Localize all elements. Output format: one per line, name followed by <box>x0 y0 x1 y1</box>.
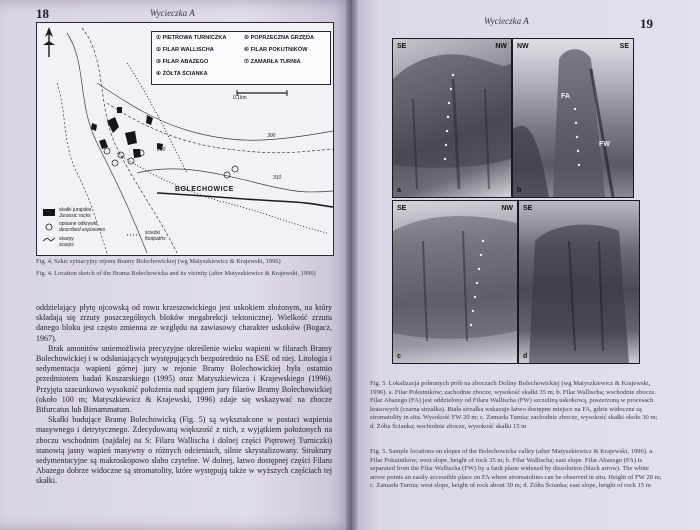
photo-d-id: d <box>523 353 528 360</box>
key-exposures: opisane odkrywki described exposures <box>59 221 106 233</box>
legend-item-6: ⑥ FILAR POKUTNIKÓW <box>244 47 308 53</box>
photo-a <box>392 38 512 198</box>
key-scarps: skarpy scarps <box>59 236 74 248</box>
north-arrow-icon <box>43 27 55 57</box>
legend-item-2: ② FILAR WALLISCHA <box>156 47 214 53</box>
scarp-key-icon <box>43 238 55 241</box>
page-number-right: 19 <box>640 16 653 31</box>
key-rocks: skałki jurajskie Jurassic rocks <box>59 207 92 219</box>
map-legend-box <box>151 31 331 85</box>
page-number-left: 18 <box>36 6 49 21</box>
photo-b-id: b <box>517 187 522 194</box>
photo-c <box>392 200 518 364</box>
photo-a-dir-left: SE <box>397 43 407 50</box>
photo-c-dir-right: NW <box>501 205 513 212</box>
photo-c-dir-left: SE <box>397 205 407 212</box>
photo-d <box>518 200 640 364</box>
photo-b-dir-right: SE <box>619 43 629 50</box>
rock-key-icon <box>43 209 55 216</box>
location-map <box>36 22 334 256</box>
photo-c-id: c <box>397 353 401 360</box>
photo-b <box>512 38 634 198</box>
scale-label: 0,1km <box>233 95 247 101</box>
book-gutter <box>346 0 358 530</box>
key-footpaths: ścieżki footpaths <box>145 230 166 242</box>
legend-item-3: ③ FILAR ABAZEGO <box>156 59 209 65</box>
running-head-left: Wycieczka A <box>150 8 195 18</box>
fig4-caption-pl: Fig. 4. Szkic sytuacyjny rejonu Bramy Bolechowickiej (wg Matyszkiewicz & Krajewski, 1996) <box>36 258 281 265</box>
running-head-right: Wycieczka A <box>484 16 529 26</box>
contour-label-2: 300 <box>267 133 276 139</box>
place-label: BOLECHOWICE <box>175 186 234 193</box>
photo-b-mark-fw: FW <box>599 141 610 148</box>
contour-label-1: 200 <box>157 147 166 153</box>
fig5-caption-pl: Fig. 5. Lokalizacja pobranych prób na zboczach Doliny Bolechowickiej (wg Matyszkiewicz & Krajewski, 1996). a. Filar Pokutników; zachodnie zbocze, wysokość skałki 35 m; b. Filar Wallischa; wschodnie zbocze. Filar Abazego (FA) jest oddzielony od Filaru Wallischa (FW) szczeliną uskokową, poszerzoną w procesach krasowych (czarna strzałka). Biała strzałka wskazuje łatwo dostępne miejsce na FA, gdzie widoczne są stromatolity in situ. Wysokość FW 20 m; c. Zamarła Turnia; zachodnie zbocze, wysokość skałki około 30 m; d. Żółta Ścianka; wschodnie zbocze, wysokość skałki 15 m <box>370 380 658 430</box>
photo-b-dir-left: NW <box>517 43 529 50</box>
fig5-caption-en: Fig. 5. Sample locations on slopes of the Bolechowicka valley (after Matyszkiewicz & Krajewski, 1996). a. Filar Pokutników; west slope, height of rock 35 m; b. Filar Wallischa; east slope. Filar Abazego (FA) is separated from the Filar Wallischa (FW) by a fault plane widened by dissolution (black arrow). The white arrow points an easily accessible place on FA where stromatolites can be observed in situ. Height of FW 20 m; c. Zamarła Turnia; west slope, height of rock about 30 m; d. Żółta Ścianka; east slope, height of rock 15 m <box>370 448 662 490</box>
paragraph-3: Skałki budujące Bramę Bolechowicką (Fig. 5) są wykształcone w postaci wapienia masywnego i detrytycznego. Zdecydowaną większość z nich, z wyjątkiem położonych na zboczu wschodnim (najdalej na S: Filaru Wallischa i dolnej części Piętrowej Turniczki) stanowią jasny wapień masywny o różnych odcieniach, silnie skrystalizowany. Struktury sedymentacyjne są makroskopowo słabo czytelne. W dolnej, łatwo dostępnej części Filaru Abazego dobrze widoczne są stromatolity, które występują także w wyższych częściach tej skałki. <box>36 415 332 486</box>
photo-d-dir-left: SE <box>523 205 533 212</box>
contour-label-3: 310 <box>273 175 282 181</box>
legend-item-5: ⑤ POPRZECZNA GRZĘDA <box>244 35 315 41</box>
legend-item-7: ⑦ ZAMARŁA TURNIA <box>244 59 301 65</box>
exposure-key-icon <box>46 224 52 230</box>
paragraph-1: oddzielający płytę ojcowską od rowu krzeszowickiego jest uskokiem złożonym, na który składają się zrzuty poszczególnych bloków megabrekcji tektonicznej. Wielkość zrzutu danego bloku jest często zmienna ze względu na zawiasowy charakter uskoków (Bogacz, 1967). <box>36 303 332 343</box>
legend-item-4: ④ ŻÓŁTA ŚCIANKA <box>156 71 208 77</box>
right-page <box>352 0 700 530</box>
photo-a-dir-right: NW <box>495 43 507 50</box>
fig4-caption-en: Fig. 4. Location sketch of the Brama Bolechowicka and its vicinity (after Matyszkiewicz & Krajewski, 1996) <box>36 270 316 277</box>
body-text-left <box>36 303 332 487</box>
photo-b-mark-fa: FA <box>561 93 570 100</box>
paragraph-2: Brak amonitów uniemożliwia precyzyjne określenie wieku wapieni w filarach Bramy Bolechowickiej i w odsłaniających występujących bezpośrednio na ESE od niej. Litologia i sedymentacja wapieni górnej jury w rejonie Bramy Bolechowickiej była ostatnio przedmiotem badań Koszarskiego (1995) oraz Matyszkiewicza i Krajewskiego (1996). Przyjęta szacunkowo wysokość położenia nad spągiem jury filarów Bramy Bolechowickiej (około 100 m; Matyszkiewicz & Krajewski, 1996) zdaje się wskazywać na zbocze Bifurcatus lub Bimammatum. <box>36 343 332 415</box>
legend-item-1: ① PIETROWA TURNICZKA <box>156 35 227 41</box>
photo-a-id: a <box>397 187 401 194</box>
